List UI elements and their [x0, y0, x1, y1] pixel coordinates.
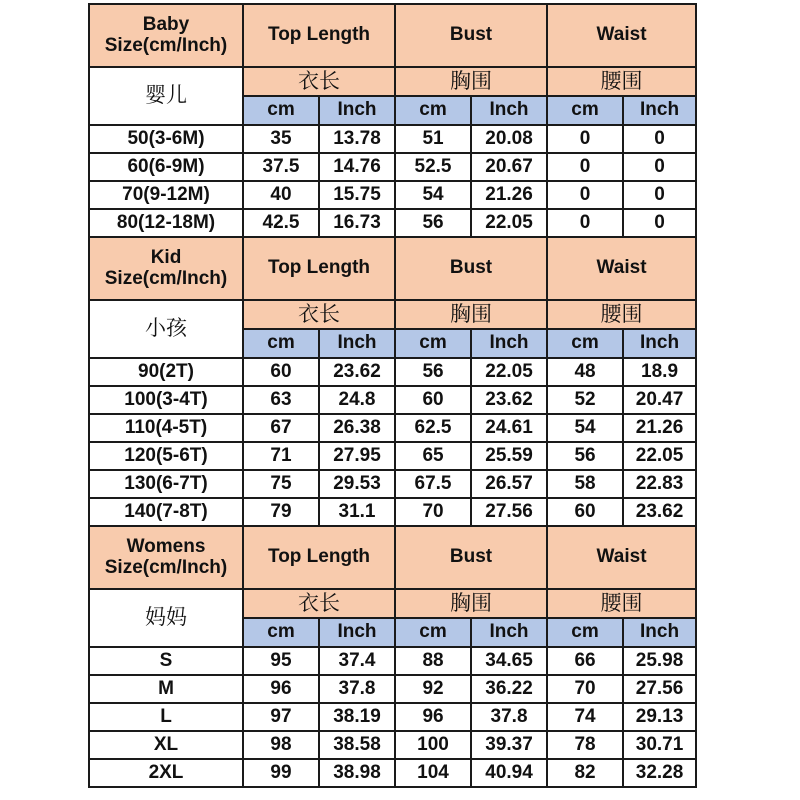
bust-cm-cell: 92	[395, 675, 471, 703]
bust-header: Bust	[395, 237, 547, 300]
waist-cm-cell: 54	[547, 414, 623, 442]
baby-cn-label: 婴儿	[89, 67, 243, 125]
table-row	[89, 498, 696, 526]
baby-cn-row	[89, 67, 696, 96]
bust-cm-cell: 51	[395, 125, 471, 153]
waist-cn-header: 腰围	[547, 67, 696, 96]
unit-cm: cm	[395, 618, 471, 647]
top-length-inch-cell: 27.95	[319, 442, 395, 470]
unit-cm: cm	[395, 329, 471, 358]
top-length-cm-cell: 79	[243, 498, 319, 526]
top-length-inch-cell: 16.73	[319, 209, 395, 237]
waist-cn-header: 腰围	[547, 589, 696, 618]
size-cell: 130(6-7T)	[89, 470, 243, 498]
top-length-cm-cell: 99	[243, 759, 319, 787]
kid-size-unit-label: Size(cm/Inch)	[104, 267, 228, 289]
bust-cm-cell: 56	[395, 358, 471, 386]
bust-cm-cell: 70	[395, 498, 471, 526]
womens-cn-row	[89, 589, 696, 618]
top-length-cm-cell: 75	[243, 470, 319, 498]
table-row	[89, 470, 696, 498]
bust-cm-cell: 54	[395, 181, 471, 209]
size-cell: S	[89, 647, 243, 675]
waist-inch-cell: 22.05	[623, 442, 696, 470]
bust-cm-cell: 88	[395, 647, 471, 675]
waist-cm-cell: 0	[547, 209, 623, 237]
size-chart-table	[88, 3, 697, 788]
waist-cm-cell: 0	[547, 125, 623, 153]
bust-header: Bust	[395, 526, 547, 589]
top-length-cm-cell: 35	[243, 125, 319, 153]
waist-cm-cell: 52	[547, 386, 623, 414]
waist-cm-cell: 0	[547, 153, 623, 181]
table-row	[89, 181, 696, 209]
womens-cn-label: 妈妈	[89, 589, 243, 647]
bust-cm-cell: 56	[395, 209, 471, 237]
bust-cm-cell: 62.5	[395, 414, 471, 442]
waist-inch-cell: 21.26	[623, 414, 696, 442]
kid-title: Kid	[150, 246, 182, 268]
size-cell: 2XL	[89, 759, 243, 787]
top-length-inch-cell: 38.19	[319, 703, 395, 731]
waist-inch-cell: 23.62	[623, 498, 696, 526]
waist-inch-cell: 20.47	[623, 386, 696, 414]
table-row	[89, 675, 696, 703]
unit-inch: Inch	[319, 618, 395, 647]
waist-cm-cell: 66	[547, 647, 623, 675]
table-row	[89, 703, 696, 731]
baby-size-header	[89, 4, 243, 67]
waist-inch-cell: 0	[623, 153, 696, 181]
bust-cm-cell: 60	[395, 386, 471, 414]
waist-cm-cell: 48	[547, 358, 623, 386]
baby-size-unit-label: Size(cm/Inch)	[104, 34, 228, 56]
table-row	[89, 759, 696, 787]
unit-cm: cm	[243, 329, 319, 358]
top-length-header: Top Length	[243, 237, 395, 300]
size-cell: 120(5-6T)	[89, 442, 243, 470]
top-length-inch-cell: 24.8	[319, 386, 395, 414]
bust-cm-cell: 104	[395, 759, 471, 787]
waist-cm-cell: 58	[547, 470, 623, 498]
bust-inch-cell: 22.05	[471, 209, 547, 237]
top-length-inch-cell: 31.1	[319, 498, 395, 526]
top-length-cn-header: 衣长	[243, 67, 395, 96]
bust-inch-cell: 21.26	[471, 181, 547, 209]
size-cell: 100(3-4T)	[89, 386, 243, 414]
unit-cm: cm	[395, 96, 471, 125]
top-length-inch-cell: 13.78	[319, 125, 395, 153]
waist-inch-cell: 18.9	[623, 358, 696, 386]
bust-inch-cell: 20.67	[471, 153, 547, 181]
womens-data-rows	[89, 647, 696, 787]
womens-size-header	[89, 526, 243, 589]
waist-header: Waist	[547, 526, 696, 589]
unit-inch: Inch	[623, 329, 696, 358]
bust-header: Bust	[395, 4, 547, 67]
bust-inch-cell: 40.94	[471, 759, 547, 787]
waist-cm-cell: 56	[547, 442, 623, 470]
baby-data-rows	[89, 125, 696, 237]
womens-size-unit-label: Size(cm/Inch)	[104, 556, 228, 578]
bust-cm-cell: 52.5	[395, 153, 471, 181]
waist-inch-cell: 0	[623, 181, 696, 209]
bust-cn-header: 胸围	[395, 67, 547, 96]
bust-inch-cell: 24.61	[471, 414, 547, 442]
table-row	[89, 358, 696, 386]
baby-section	[89, 4, 696, 125]
size-cell: 90(2T)	[89, 358, 243, 386]
table-row	[89, 731, 696, 759]
table-row	[89, 647, 696, 675]
top-length-inch-cell: 14.76	[319, 153, 395, 181]
waist-inch-cell: 22.83	[623, 470, 696, 498]
top-length-cm-cell: 40	[243, 181, 319, 209]
bust-cn-header: 胸围	[395, 300, 547, 329]
bust-inch-cell: 25.59	[471, 442, 547, 470]
baby-title: Baby	[142, 13, 190, 35]
top-length-inch-cell: 15.75	[319, 181, 395, 209]
waist-inch-cell: 0	[623, 209, 696, 237]
top-length-inch-cell: 37.8	[319, 675, 395, 703]
table-row	[89, 386, 696, 414]
top-length-cm-cell: 60	[243, 358, 319, 386]
waist-header: Waist	[547, 237, 696, 300]
bust-cn-header: 胸围	[395, 589, 547, 618]
waist-inch-cell: 0	[623, 125, 696, 153]
top-length-inch-cell: 38.58	[319, 731, 395, 759]
size-cell: L	[89, 703, 243, 731]
size-cell: M	[89, 675, 243, 703]
top-length-cm-cell: 67	[243, 414, 319, 442]
waist-cm-cell: 0	[547, 181, 623, 209]
unit-cm: cm	[547, 618, 623, 647]
waist-cm-cell: 82	[547, 759, 623, 787]
bust-inch-cell: 36.22	[471, 675, 547, 703]
table-row	[89, 442, 696, 470]
top-length-cm-cell: 97	[243, 703, 319, 731]
bust-inch-cell: 23.62	[471, 386, 547, 414]
bust-inch-cell: 34.65	[471, 647, 547, 675]
waist-cm-cell: 78	[547, 731, 623, 759]
size-cell: 70(9-12M)	[89, 181, 243, 209]
table-row	[89, 153, 696, 181]
size-cell: XL	[89, 731, 243, 759]
unit-inch: Inch	[319, 96, 395, 125]
waist-cn-header: 腰围	[547, 300, 696, 329]
top-length-cn-header: 衣长	[243, 300, 395, 329]
top-length-cn-header: 衣长	[243, 589, 395, 618]
bust-inch-cell: 27.56	[471, 498, 547, 526]
top-length-inch-cell: 23.62	[319, 358, 395, 386]
size-cell: 60(6-9M)	[89, 153, 243, 181]
size-cell: 50(3-6M)	[89, 125, 243, 153]
baby-header-row	[89, 4, 696, 67]
top-length-inch-cell: 37.4	[319, 647, 395, 675]
top-length-cm-cell: 42.5	[243, 209, 319, 237]
unit-inch: Inch	[319, 329, 395, 358]
unit-inch: Inch	[471, 329, 547, 358]
top-length-inch-cell: 29.53	[319, 470, 395, 498]
bust-cm-cell: 65	[395, 442, 471, 470]
waist-inch-cell: 30.71	[623, 731, 696, 759]
bust-inch-cell: 20.08	[471, 125, 547, 153]
table-row	[89, 209, 696, 237]
unit-cm: cm	[243, 618, 319, 647]
waist-header: Waist	[547, 4, 696, 67]
womens-title: Womens	[126, 535, 206, 557]
kid-data-rows	[89, 358, 696, 526]
top-length-header: Top Length	[243, 4, 395, 67]
top-length-cm-cell: 71	[243, 442, 319, 470]
bust-inch-cell: 22.05	[471, 358, 547, 386]
top-length-cm-cell: 37.5	[243, 153, 319, 181]
waist-cm-cell: 60	[547, 498, 623, 526]
waist-cm-cell: 70	[547, 675, 623, 703]
top-length-cm-cell: 98	[243, 731, 319, 759]
bust-cm-cell: 100	[395, 731, 471, 759]
waist-inch-cell: 25.98	[623, 647, 696, 675]
top-length-cm-cell: 96	[243, 675, 319, 703]
table-row	[89, 414, 696, 442]
table-row	[89, 125, 696, 153]
top-length-cm-cell: 95	[243, 647, 319, 675]
waist-inch-cell: 27.56	[623, 675, 696, 703]
waist-inch-cell: 29.13	[623, 703, 696, 731]
kid-size-header	[89, 237, 243, 300]
kid-cn-row	[89, 300, 696, 329]
unit-cm: cm	[547, 96, 623, 125]
size-cell: 140(7-8T)	[89, 498, 243, 526]
kid-header-row	[89, 237, 696, 300]
top-length-inch-cell: 38.98	[319, 759, 395, 787]
bust-inch-cell: 39.37	[471, 731, 547, 759]
unit-cm: cm	[547, 329, 623, 358]
unit-cm: cm	[243, 96, 319, 125]
waist-cm-cell: 74	[547, 703, 623, 731]
womens-section	[89, 526, 696, 647]
unit-inch: Inch	[471, 618, 547, 647]
size-cell: 110(4-5T)	[89, 414, 243, 442]
top-length-cm-cell: 63	[243, 386, 319, 414]
waist-inch-cell: 32.28	[623, 759, 696, 787]
bust-cm-cell: 67.5	[395, 470, 471, 498]
top-length-header: Top Length	[243, 526, 395, 589]
unit-inch: Inch	[471, 96, 547, 125]
top-length-inch-cell: 26.38	[319, 414, 395, 442]
bust-cm-cell: 96	[395, 703, 471, 731]
bust-inch-cell: 26.57	[471, 470, 547, 498]
unit-inch: Inch	[623, 618, 696, 647]
unit-inch: Inch	[623, 96, 696, 125]
womens-header-row	[89, 526, 696, 589]
size-cell: 80(12-18M)	[89, 209, 243, 237]
kid-cn-label: 小孩	[89, 300, 243, 358]
kid-section	[89, 237, 696, 358]
bust-inch-cell: 37.8	[471, 703, 547, 731]
